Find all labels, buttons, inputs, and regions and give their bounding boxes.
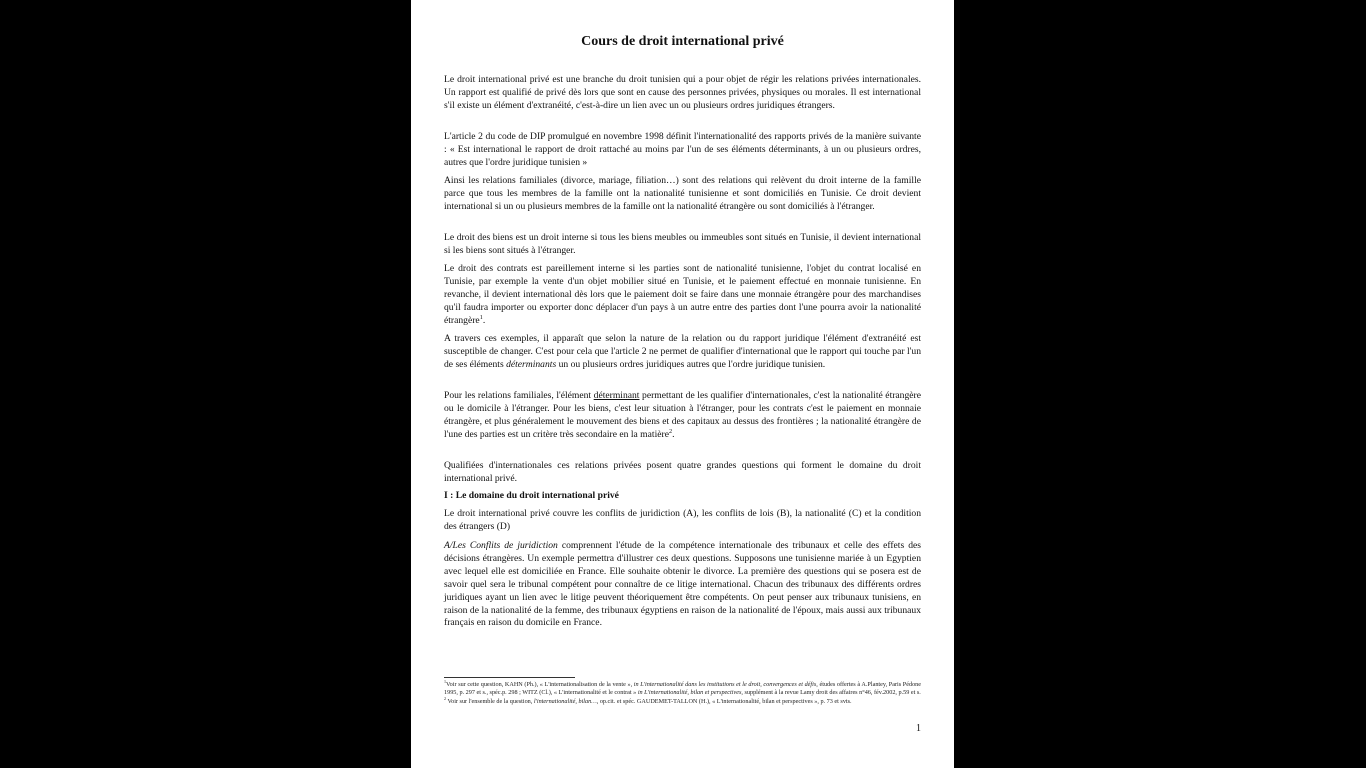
text-run: Ainsi les relations familiales (divorce, mariage, filiation…) sont des relations qui relèvent du droit interne de la famille parce que tous les membres de la famille ont la nationalité tunisienne et sont domiciliés en Tunisie. Ce droit devient international si un ou plusieurs membres de la famille ont la nationalité étrangère ou sont domiciliés à l'étranger. — [444, 175, 921, 212]
paragraph — [444, 460, 921, 486]
text-run: supplément à la revue Lamy droit des affaires n°46, fév.2002, p.59 et s. — [742, 689, 921, 697]
italic-text: l'internationalité, bilan… — [533, 697, 597, 705]
text-run: permettant de les qualifier d'internationales, c'est la nationalité étrangère ou le domicile à l'étranger. Pour les biens, c'est leur situation à l'étranger, pour les contrats c'est le paiement en monnaie étrangère, et plus généralement le mouvement des biens et des capitaux au dessus des frontières ; la nationalité étrangère de l'une des parties est un critère très secondaire en la matière — [444, 390, 921, 440]
italic-text: déterminants — [506, 358, 557, 370]
paragraph — [444, 540, 921, 630]
paragraph — [444, 232, 921, 258]
text-run: études offertes à A.Plantey, Paris Pédone 1995, p. 297 et s., spéc.p. 298 ; WITZ (Cl.), « L'internationalité et le contrat » — [444, 681, 922, 697]
text-run: A travers ces exemples, il apparaît que selon la nature de la relation ou du rapport juridique l'élément d'extranéité est susceptible de changer. C'est pour cela que l'article 2 ne permet de qualifier d'international que le rapport qui touche par l'un de ses éléments — [444, 333, 921, 370]
text-run: Le droit international privé est une branche du droit tunisien qui a pour objet de régir les relations privées internationales. Un rapport est qualifié de privé dès lors que sont en cause des personnes privées, physiques ou morales. Il est international s'il existe un élément d'extranéité, c'est-à-dire un lien avec un ou plusieurs ordres juridiques étrangers. — [444, 74, 921, 111]
footnote — [444, 695, 921, 706]
underlined-text: déterminant — [593, 390, 640, 401]
paragraph — [444, 263, 921, 328]
italic-text: in L'internationalité dans les institutions et le droit, convergences et défis, — [633, 681, 818, 688]
paragraph — [444, 74, 921, 113]
paragraph — [444, 390, 921, 442]
text-run: , op.cit. et spéc. GAUDEMET-TALLON (H.), « L'internationalité, bilan et perspectives », p. 73 et svts. — [596, 697, 852, 705]
document-page — [411, 0, 954, 768]
footnote-ref: 1 — [479, 313, 483, 321]
text-run: Qualifiées d'internationales ces relations privées posent quatre grandes questions qui forment le domaine du droit international privé. — [444, 460, 921, 484]
text-run: L'article 2 du code de DIP promulgué en novembre 1998 définit l'internationalité des rapports privés de la manière suivante : « Est international le rapport de droit rattaché au moins par l'un de ses éléments déterminants, à un ou plusieurs ordres, autres que l'ordre juridique tunisien » — [444, 131, 921, 168]
text-run: Le droit international privé couvre les conflits de juridiction (A), les conflits de lois (B), la nationalité (C) et la condition des étrangers (D) — [444, 508, 921, 532]
footnote-separator — [444, 677, 575, 678]
text-run: un ou plusieurs ordres juridiques autres que l'ordre juridique tunisien. — [556, 358, 826, 370]
italic-text: A/Les Conflits de juridiction — [444, 540, 558, 551]
text-run: . — [672, 428, 675, 440]
text-run: Le droit des biens est un droit interne si tous les biens meubles ou immeubles sont situés en Tunisie, il devient international si les biens sont situés à l'étranger. — [444, 232, 921, 256]
paragraph — [444, 333, 921, 372]
text-run: Voir sur cette question, KAHN (Ph.), « L'internationalisation de la vente », — [446, 681, 634, 688]
footnote-ref: 1 — [444, 678, 447, 684]
section-heading — [444, 490, 921, 503]
footnote — [444, 678, 922, 698]
document-title: Cours de droit international privé — [581, 34, 784, 49]
text-run: comprennent l'étude de la compétence internationale des tribunaux et celle des effets des décisions étrangères. Un exemple permettra d'illustrer ces deux questions. Supposons une tunisienne mariée à un Egyptien avec lequel elle est domiciliée en France. Elle souhaite obtenir le divorce. La première des questions qui se posera est de savoir quel sera le tribunal compétent pour connaître de ce litige international. Chacun des tribunaux des différents ordres juridiques ayant un lien avec le litige peuvent théoriquement être compétents. On peut penser aux tribunaux tunisiens, en raison de la nationalité de la femme, des tribunaux égyptiens en raison de la nationalité de l'époux, mais aussi aux tribunaux français en raison du domicile en France. — [444, 540, 921, 629]
footnotes — [444, 678, 922, 706]
paragraph — [444, 131, 921, 170]
text-run: Voir sur l'ensemble de la question, — [446, 697, 534, 705]
footnote-ref: 2 — [668, 427, 673, 435]
text-run: I : Le domaine du droit international privé — [444, 490, 619, 501]
text-run: Le droit des contrats est pareillement interne si les parties sont de nationalité tunisienne, l'objet du contrat localisé en Tunisie, par exemple la vente d'un objet mobilier situé en Tunisie, et le paiement effectué en monnaie tunisienne. En revanche, il devient international dès lors que le paiement doit se faire dans une monnaie étrangère pour des marchandises qu'il faudra importer ou exporter donc déplacer d'un pays à un autre entre des parties dont l'une pourra avoir la nationalité étrangère — [444, 263, 921, 326]
paragraph — [444, 175, 921, 214]
text-run: Pour les relations familiales, l'élément — [444, 390, 594, 401]
text-run: . — [482, 314, 486, 326]
footnote-ref: 2 — [444, 695, 447, 701]
italic-text: in L'internationalité, bilan et perspectives, — [637, 689, 743, 697]
page-number: 1 — [916, 723, 921, 734]
paragraph — [444, 508, 921, 534]
